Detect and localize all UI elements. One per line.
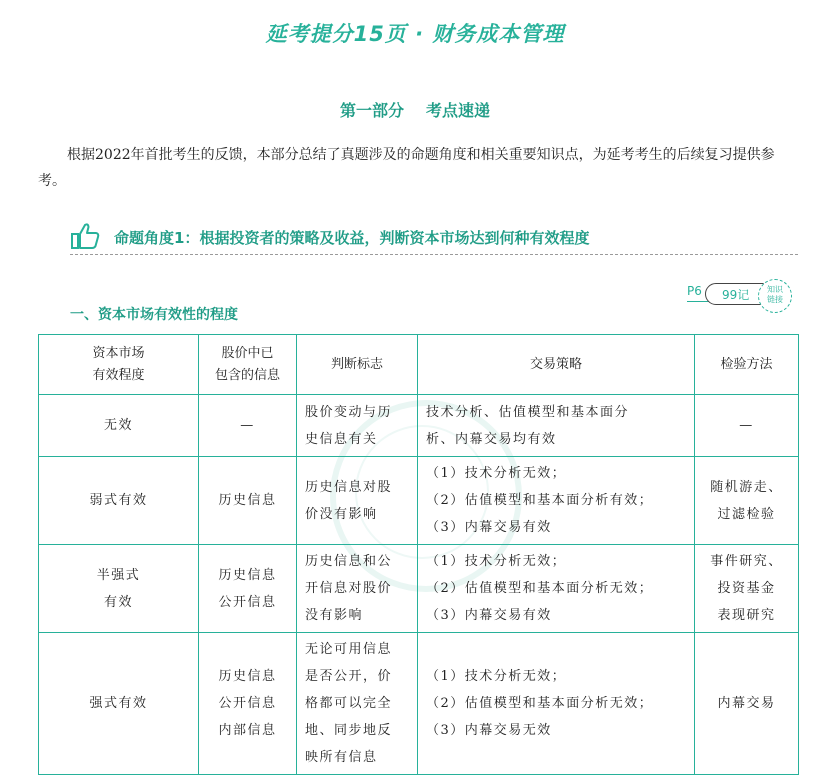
cell-level: 强式有效 xyxy=(39,633,199,775)
thumbs-up-icon xyxy=(70,222,100,250)
cell-info: 历史信息 公开信息 xyxy=(199,545,297,633)
part-title-right: 考点速递 xyxy=(426,101,491,120)
question-angle-title: 命题角度1：根据投资者的策略及收益，判断资本市场达到何种有效程度 xyxy=(114,229,590,247)
efficiency-table xyxy=(38,334,799,775)
cell-sign: 股价变动与历 史信息有关 xyxy=(297,395,418,457)
table-row xyxy=(39,545,799,633)
cell-test: 随机游走、 过滤检验 xyxy=(695,457,799,545)
table-header-row xyxy=(39,335,799,395)
cell-strategy: （1）技术分析无效； （2）估值模型和基本面分析无效； （3）内幕交易有效 xyxy=(418,545,695,633)
table-row xyxy=(39,457,799,545)
link-code: 99记 xyxy=(722,288,750,302)
cell-level: 无效 xyxy=(39,395,199,457)
table-row xyxy=(39,395,799,457)
link-pill[interactable] xyxy=(705,283,785,305)
header-strategy: 交易策略 xyxy=(418,335,695,395)
cell-strategy: 技术分析、估值模型和基本面分 析、内幕交易均有效 xyxy=(418,395,695,457)
cell-info: 历史信息 公开信息 内部信息 xyxy=(199,633,297,775)
document-title: 延考提分15页 · 财务成本管理 xyxy=(265,22,565,46)
header-test: 检验方法 xyxy=(695,335,799,395)
header-level: 资本市场 有效程度 xyxy=(39,335,199,395)
part-title xyxy=(0,98,830,121)
cell-level: 半强式 有效 xyxy=(39,545,199,633)
cell-sign: 历史信息对股 价没有影响 xyxy=(297,457,418,545)
table-row xyxy=(39,633,799,775)
cell-sign: 历史信息和公 开信息对股价 没有影响 xyxy=(297,545,418,633)
cell-test: — xyxy=(695,395,799,457)
cell-strategy: （1）技术分析无效； （2）估值模型和基本面分析有效； （3）内幕交易有效 xyxy=(418,457,695,545)
badge-line-1: 知识 xyxy=(767,285,783,294)
section-title: 一、资本市场有效性的程度 xyxy=(70,307,238,323)
cell-strategy: （1）技术分析无效； （2）估值模型和基本面分析无效； （3）内幕交易无效 xyxy=(418,633,695,775)
knowledge-link-tag[interactable] xyxy=(687,277,799,305)
part-title-left: 第一部分 xyxy=(339,101,404,120)
cell-level: 弱式有效 xyxy=(39,457,199,545)
cell-info: 历史信息 xyxy=(199,457,297,545)
header-info: 股价中已 包含的信息 xyxy=(199,335,297,395)
badge-line-2: 链接 xyxy=(767,295,783,304)
question-angle-row xyxy=(70,222,798,255)
knowledge-link-badge xyxy=(758,279,792,313)
cell-test: 内幕交易 xyxy=(695,633,799,775)
intro-paragraph: 根据2022年首批考生的反馈，本部分总结了真题涉及的命题角度和相关重要知识点，为延考考生的后续复习提供参考。 xyxy=(38,147,775,189)
link-page-number: P6 xyxy=(687,284,702,298)
cell-info: — xyxy=(199,395,297,457)
cell-test: 事件研究、 投资基金 表现研究 xyxy=(695,545,799,633)
header-sign: 判断标志 xyxy=(297,335,418,395)
cell-sign: 无论可用信息 是否公开，价 格都可以完全 地、同步地反 映所有信息 xyxy=(297,633,418,775)
